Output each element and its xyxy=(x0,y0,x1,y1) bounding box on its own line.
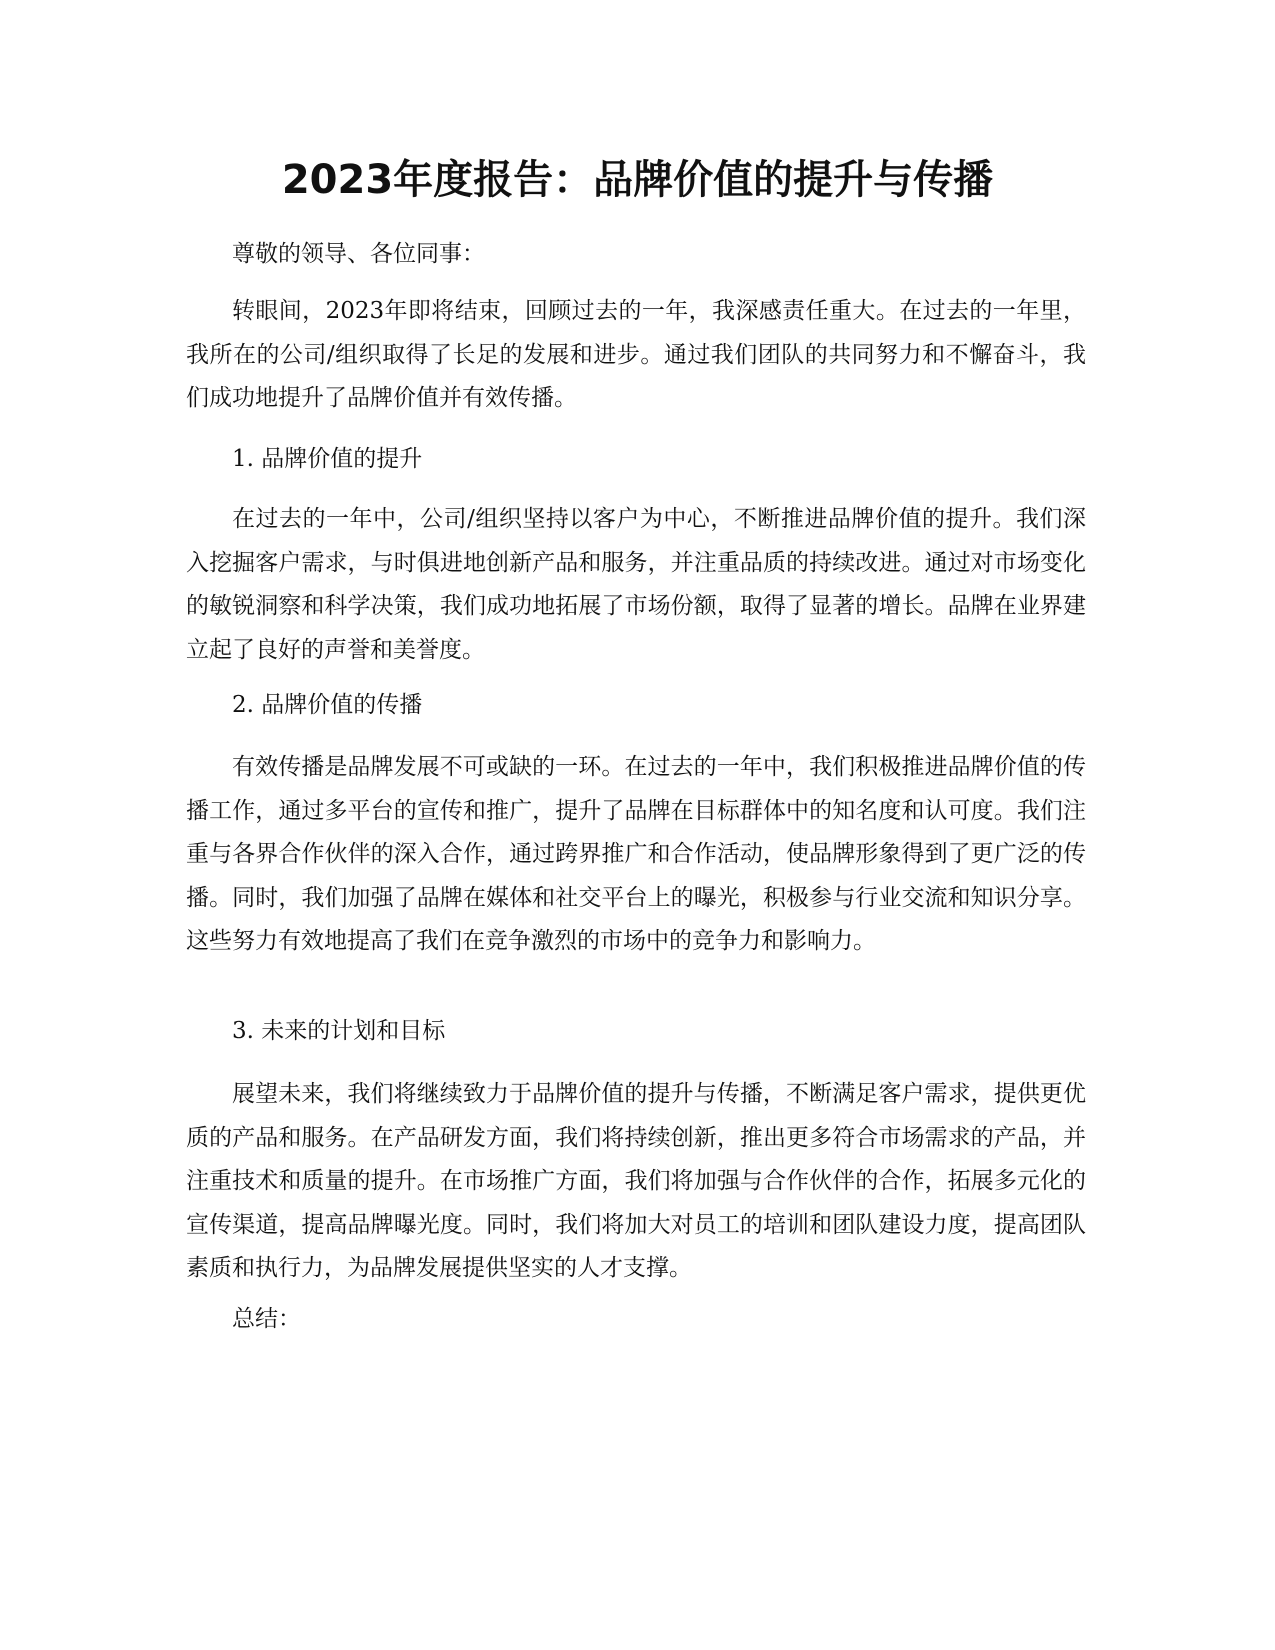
salutation: 尊敬的领导、各位同事： xyxy=(232,241,485,267)
document-title: 2023年度报告：品牌价值的提升与传播 xyxy=(281,157,994,203)
section-body-1: 在过去的一年中，公司/组织坚持以客户为中心，不断推进品牌价值的提升。我们深入挖掘客户需求，与时俱进地创新产品和服务，并注重品质的持续改进。通过对市场变化的敏锐洞察和科学决策，我们成功地拓展了市场份额，取得了显著的增长。品牌在业界建立起了良好的声誉和美誉度。 xyxy=(186,506,1086,663)
section-heading-3: 3. 未来的计划和目标 xyxy=(232,1018,446,1044)
summary-label: 总结： xyxy=(232,1306,301,1332)
intro-paragraph: 转眼间，2023年即将结束，回顾过去的一年，我深感责任重大。在过去的一年里，我所在的公司/组织取得了长足的发展和进步。通过我们团队的共同努力和不懈奋斗，我们成功地提升了品牌价值并有效传播。 xyxy=(186,298,1086,411)
section-heading-2: 2. 品牌价值的传播 xyxy=(232,692,423,718)
section-body-3: 展望未来，我们将继续致力于品牌价值的提升与传播，不断满足客户需求，提供更优质的产品和服务。在产品研发方面，我们将持续创新，推出更多符合市场需求的产品，并注重技术和质量的提升。在市场推广方面，我们将加强与合作伙伴的合作，拓展多元化的宣传渠道，提高品牌曝光度。同时，我们将加大对员工的培训和团队建设力度，提高团队素质和执行力，为品牌发展提供坚实的人才支撑。 xyxy=(186,1081,1086,1281)
section-body-2: 有效传播是品牌发展不可或缺的一环。在过去的一年中，我们积极推进品牌价值的传播工作，通过多平台的宣传和推广，提升了品牌在目标群体中的知名度和认可度。我们注重与各界合作伙伴的深入合作，通过跨界推广和合作活动，使品牌形象得到了更广泛的传播。同时，我们加强了品牌在媒体和社交平台上的曝光，积极参与行业交流和知识分享。这些努力有效地提高了我们在竞争激烈的市场中的竞争力和影响力。 xyxy=(186,754,1086,954)
section-heading-1: 1. 品牌价值的提升 xyxy=(232,446,423,472)
